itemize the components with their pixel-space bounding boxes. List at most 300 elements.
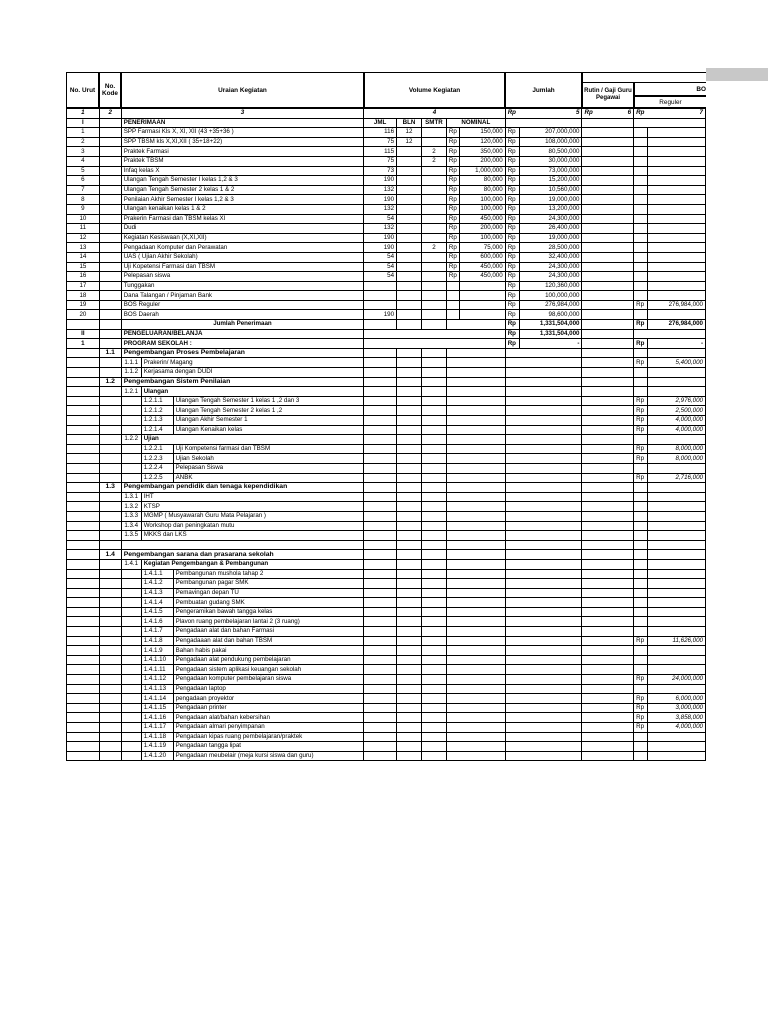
item-jml [364, 521, 397, 531]
item-code: 1.4.1.8 [141, 636, 173, 646]
item-value [648, 521, 706, 531]
item-sub [121, 742, 141, 752]
row-bos [648, 291, 706, 301]
row-rp-bos [634, 243, 648, 253]
row-uraian: BOS Reguler [121, 300, 363, 310]
row-rp-jumlah: Rp [505, 166, 519, 176]
item-kode [99, 454, 121, 464]
item-rp: Rp [634, 703, 648, 713]
item-jumlah [505, 463, 582, 473]
item-jml [364, 636, 397, 646]
col-smtr: SMTR [421, 118, 446, 128]
item-text: pengadaan proyektor [173, 694, 364, 704]
item-smtr [421, 732, 446, 742]
header-bos: BO [634, 82, 706, 96]
item-row [67, 416, 706, 426]
total-nominal [446, 320, 505, 330]
item-rp [634, 665, 648, 675]
item-nominal [446, 396, 505, 406]
item-text: IHT [141, 492, 363, 502]
item-code: 1.2.2.1 [141, 444, 173, 454]
item-bln [397, 511, 422, 521]
row-rp-bos [634, 262, 648, 272]
item-no [67, 521, 100, 531]
col-nominal: NOMINAL [446, 118, 505, 128]
item-text: Prakerin/ Magang [141, 358, 363, 368]
item-code: 1.3.5 [121, 531, 141, 541]
item-bln [397, 348, 422, 358]
header-empty-top [582, 72, 706, 82]
row-rp-nominal: Rp [446, 262, 459, 272]
item-nominal [446, 723, 505, 733]
row-kode [99, 128, 121, 138]
row-uraian: UAS ( Ujian Akhir Sekolah) [121, 252, 363, 262]
item-text: Ujian Sekolah [173, 454, 364, 464]
item-sub [121, 655, 141, 665]
row-bln [397, 176, 422, 186]
item-no [67, 723, 100, 733]
item-no [67, 607, 100, 617]
item-no [67, 694, 100, 704]
item-kode [99, 406, 121, 416]
item-rutin [582, 655, 634, 665]
item-no [67, 492, 100, 502]
row-jumlah: 24,300,000 [519, 262, 582, 272]
item-jumlah [505, 511, 582, 521]
item-code: 1.2.2 [121, 435, 141, 445]
colnum-3: 3 [121, 109, 363, 119]
item-jml [364, 751, 397, 761]
item-sub [121, 665, 141, 675]
item-smtr [421, 406, 446, 416]
item-jumlah [505, 675, 582, 685]
item-nominal [446, 559, 505, 569]
item-kode [99, 416, 121, 426]
row-rp-nominal [446, 300, 459, 310]
penerimaan-row [67, 262, 706, 272]
item-jumlah [505, 521, 582, 531]
row-jumlah: 19,000,000 [519, 233, 582, 243]
item-nominal [446, 579, 505, 589]
item-code: 1.3.1 [121, 492, 141, 502]
item-jumlah [505, 655, 582, 665]
item-rutin [582, 723, 634, 733]
item-nominal [446, 569, 505, 579]
row-rp-nominal: Rp [446, 224, 459, 234]
item-smtr [421, 511, 446, 521]
item-row [67, 531, 706, 541]
item-value: 2,500,000 [648, 406, 706, 416]
item-row [67, 655, 706, 665]
row-uraian: Prakerin Farmasi dan TBSM kelas XI [121, 214, 363, 224]
item-smtr [421, 483, 446, 493]
item-rp: Rp [634, 444, 648, 454]
item-nominal [446, 732, 505, 742]
item-bln [397, 454, 422, 464]
item-no [67, 531, 100, 541]
item-text: KTSP [141, 502, 363, 512]
item-value [648, 684, 706, 694]
row-bln [397, 243, 422, 253]
penerimaan-row [67, 166, 706, 176]
row-bos [648, 128, 706, 138]
item-jml [364, 377, 397, 387]
item-row [67, 550, 706, 560]
row-rp-bos [634, 272, 648, 282]
item-smtr [421, 655, 446, 665]
row-bln [397, 233, 422, 243]
item-jml [364, 387, 397, 397]
item-jml [364, 406, 397, 416]
item-jml [364, 396, 397, 406]
row-nominal: 600,000 [459, 252, 505, 262]
item-nominal [446, 703, 505, 713]
row-nominal: 350,000 [459, 147, 505, 157]
item-jml [364, 684, 397, 694]
item-smtr [421, 713, 446, 723]
item-nominal [446, 694, 505, 704]
item-rp [634, 531, 648, 541]
penerimaan-header-row [67, 118, 706, 128]
item-row [67, 684, 706, 694]
row-bln [397, 262, 422, 272]
item-no [67, 655, 100, 665]
row-uraian: Infaq kelas X [121, 166, 363, 176]
row-rp-bos [634, 176, 648, 186]
item-text: Ulangan Akhir Semester 1 [173, 416, 364, 426]
row-nominal: 80,000 [459, 185, 505, 195]
item-row [67, 636, 706, 646]
row-rp-jumlah: Rp [505, 310, 519, 320]
program-bos: - [648, 339, 706, 349]
item-smtr [421, 617, 446, 627]
item-no [67, 454, 100, 464]
row-uraian: BOS Daerah [121, 310, 363, 320]
item-code: 1.2.1.4 [141, 425, 173, 435]
item-text: Pemavingan depan TU [173, 588, 364, 598]
item-rp [634, 617, 648, 627]
row-no: 20 [67, 310, 100, 320]
row-rp-nominal: Rp [446, 147, 459, 157]
item-bln [397, 416, 422, 426]
item-rp [634, 348, 648, 358]
item-smtr [421, 550, 446, 560]
row-rp-bos [634, 166, 648, 176]
row-nominal: 1,000,000 [459, 166, 505, 176]
row-no: 13 [67, 243, 100, 253]
item-code: 1.4.1.15 [141, 703, 173, 713]
item-rutin [582, 463, 634, 473]
item-smtr [421, 684, 446, 694]
item-smtr [421, 598, 446, 608]
item-jumlah [505, 684, 582, 694]
row-rutin [582, 137, 634, 147]
item-row [67, 425, 706, 435]
item-nominal [446, 684, 505, 694]
penerimaan-row [67, 137, 706, 147]
colnum-5-value: 5 [576, 109, 580, 117]
item-jml [364, 358, 397, 368]
item-jumlah [505, 502, 582, 512]
item-rutin [582, 348, 634, 358]
item-jml [364, 559, 397, 569]
item-nominal [446, 742, 505, 752]
item-text: Pengadaan laptop [173, 684, 364, 694]
row-rutin [582, 281, 634, 291]
row-jumlah: 100,000,000 [519, 291, 582, 301]
item-nominal [446, 416, 505, 426]
item-jumlah [505, 636, 582, 646]
item-rutin [582, 368, 634, 378]
header-uraian: Uraian Kegiatan [121, 72, 364, 108]
colnum-2: 2 [99, 109, 121, 119]
item-nominal [446, 425, 505, 435]
row-smtr [421, 310, 446, 320]
item-bln [397, 694, 422, 704]
item-text: Pengembangan pendidik dan tenaga kependidikan [121, 483, 363, 493]
item-bln [397, 377, 422, 387]
item-kode [99, 473, 121, 483]
item-jumlah [505, 435, 582, 445]
item-code: 1.4.1.1 [141, 569, 173, 579]
item-value: 24,000,000 [648, 675, 706, 685]
row-jml: 54 [364, 214, 397, 224]
item-code: 1.4 [99, 550, 121, 560]
item-jumlah [505, 444, 582, 454]
item-smtr [421, 358, 446, 368]
row-smtr [421, 176, 446, 186]
row-rp-nominal: Rp [446, 233, 459, 243]
item-nominal [446, 348, 505, 358]
item-jumlah [505, 723, 582, 733]
row-uraian: Praktek Farmasi [121, 147, 363, 157]
row-rp-nominal [446, 281, 459, 291]
item-jml [364, 473, 397, 483]
item-bln [397, 473, 422, 483]
penerimaan-row [67, 281, 706, 291]
item-nominal [446, 607, 505, 617]
item-rp [634, 368, 648, 378]
item-nominal [446, 627, 505, 637]
row-uraian: Kegiatan Kesiswaan (X,XI,XII) [121, 233, 363, 243]
item-jumlah [505, 396, 582, 406]
item-rutin [582, 665, 634, 675]
row-jml: 190 [364, 243, 397, 253]
item-code: 1.2.1.1 [141, 396, 173, 406]
item-kode [99, 521, 121, 531]
item-jml [364, 713, 397, 723]
item-no [67, 540, 100, 550]
row-rp-nominal: Rp [446, 204, 459, 214]
row-uraian: Penilaian Akhir Semester I kelas 1,2 & 3 [121, 195, 363, 205]
item-row [67, 588, 706, 598]
row-no: 2 [67, 137, 100, 147]
item-smtr [421, 463, 446, 473]
item-smtr [421, 502, 446, 512]
item-row [67, 607, 706, 617]
item-row [67, 540, 706, 550]
row-jml: 132 [364, 224, 397, 234]
item-value [648, 579, 706, 589]
item-nominal [446, 406, 505, 416]
item-nominal [446, 435, 505, 445]
item-jumlah [505, 454, 582, 464]
item-row [67, 665, 706, 675]
item-rutin [582, 396, 634, 406]
item-smtr [421, 387, 446, 397]
item-jml [364, 416, 397, 426]
row-nominal: 100,000 [459, 204, 505, 214]
item-rutin [582, 416, 634, 426]
item-smtr [421, 579, 446, 589]
row-rutin [582, 147, 634, 157]
row-bos: 276,984,000 [648, 300, 706, 310]
item-rutin [582, 646, 634, 656]
row-no: 1 [67, 128, 100, 138]
row-nominal: 80,000 [459, 176, 505, 186]
row-bln: 12 [397, 137, 422, 147]
item-jml [364, 348, 397, 358]
item-value [648, 435, 706, 445]
item-smtr [421, 368, 446, 378]
row-smtr [421, 137, 446, 147]
row-rp-nominal: Rp [446, 176, 459, 186]
item-text: Ulangan Tengah Semester 1 kelas 1 ,2 dan 3 [173, 396, 364, 406]
item-jumlah [505, 742, 582, 752]
item-kode [99, 540, 121, 550]
program-value: - [519, 339, 582, 349]
row-rp-jumlah: Rp [505, 128, 519, 138]
item-value [648, 646, 706, 656]
item-code: 1.2 [99, 377, 121, 387]
item-smtr [421, 444, 446, 454]
row-rp-nominal: Rp [446, 156, 459, 166]
item-code: 1.4.1.5 [141, 607, 173, 617]
row-jml: 115 [364, 147, 397, 157]
item-bln [397, 646, 422, 656]
item-no [67, 559, 100, 569]
item-value [648, 617, 706, 627]
penerimaan-row [67, 300, 706, 310]
item-rp [634, 387, 648, 397]
row-no: 17 [67, 281, 100, 291]
item-text: Kegiatan Pengembangan & Pembangunan [141, 559, 363, 569]
item-bln [397, 607, 422, 617]
item-code: 1.4.1.7 [141, 627, 173, 637]
table-header [66, 72, 706, 108]
item-jml [364, 742, 397, 752]
item-code: 1.4.1.20 [141, 751, 173, 761]
item-no [67, 569, 100, 579]
item-text: Plavon ruang pembelajaran lantai 2 (3 ruang) [173, 617, 364, 627]
item-jml [364, 588, 397, 598]
row-bln [397, 185, 422, 195]
total-no [67, 320, 100, 330]
row-uraian: Dana Talangan / Pinjaman Bank [121, 291, 363, 301]
row-kode [99, 185, 121, 195]
item-jumlah [505, 665, 582, 675]
row-smtr [421, 233, 446, 243]
item-smtr [421, 627, 446, 637]
item-text: Pembangunan pagar SMK [173, 579, 364, 589]
item-rutin [582, 559, 634, 569]
item-kode [99, 559, 121, 569]
item-rp [634, 607, 648, 617]
column-number-row [67, 109, 706, 119]
item-bln [397, 617, 422, 627]
item-text: Pengadaan kipas ruang pembelajaran/praktek [173, 732, 364, 742]
item-value [648, 463, 706, 473]
item-kode [99, 358, 121, 368]
row-smtr: 2 [421, 243, 446, 253]
total-label: Jumlah Penerimaan [121, 320, 363, 330]
item-nominal [446, 511, 505, 521]
penerimaan-row [67, 214, 706, 224]
item-value [648, 368, 706, 378]
item-kode [99, 598, 121, 608]
item-smtr [421, 416, 446, 426]
row-nominal: 120,000 [459, 137, 505, 147]
item-sub [121, 416, 141, 426]
item-nominal [446, 492, 505, 502]
item-code: 1.4.1.12 [141, 675, 173, 685]
item-row [67, 463, 706, 473]
row-nominal: 150,000 [459, 128, 505, 138]
item-code: 1.4.1.16 [141, 713, 173, 723]
item-value: 3,858,000 [648, 713, 706, 723]
item-nominal [446, 463, 505, 473]
item-value [648, 627, 706, 637]
row-rp-jumlah: Rp [505, 272, 519, 282]
row-bos [648, 166, 706, 176]
item-sub [121, 569, 141, 579]
item-text: Pengadaan alat pendukung pembelajaran [173, 655, 364, 665]
sheet-tab-bar [706, 68, 768, 81]
item-rp [634, 646, 648, 656]
row-jumlah: 98,600,000 [519, 310, 582, 320]
item-jml [364, 703, 397, 713]
item-text: MKKS dan LKS [141, 531, 363, 541]
row-rp-bos [634, 281, 648, 291]
item-rutin [582, 444, 634, 454]
row-kode [99, 137, 121, 147]
item-nominal [446, 617, 505, 627]
row-rp-bos [634, 291, 648, 301]
item-row [67, 435, 706, 445]
item-value [648, 742, 706, 752]
item-smtr [421, 751, 446, 761]
item-code: 1.4.1.2 [141, 579, 173, 589]
row-jml: 75 [364, 137, 397, 147]
row-rp-jumlah: Rp [505, 185, 519, 195]
item-row [67, 751, 706, 761]
row-rp-bos [634, 147, 648, 157]
row-rutin [582, 272, 634, 282]
item-bln [397, 540, 422, 550]
item-rp [634, 521, 648, 531]
item-sub [121, 751, 141, 761]
row-rutin [582, 243, 634, 253]
row-rp-jumlah: Rp [505, 176, 519, 186]
item-rutin [582, 521, 634, 531]
item-kode [99, 713, 121, 723]
item-kode [99, 502, 121, 512]
item-smtr [421, 703, 446, 713]
penerimaan-row [67, 243, 706, 253]
row-bln [397, 281, 422, 291]
item-value [648, 732, 706, 742]
item-sub [121, 454, 141, 464]
